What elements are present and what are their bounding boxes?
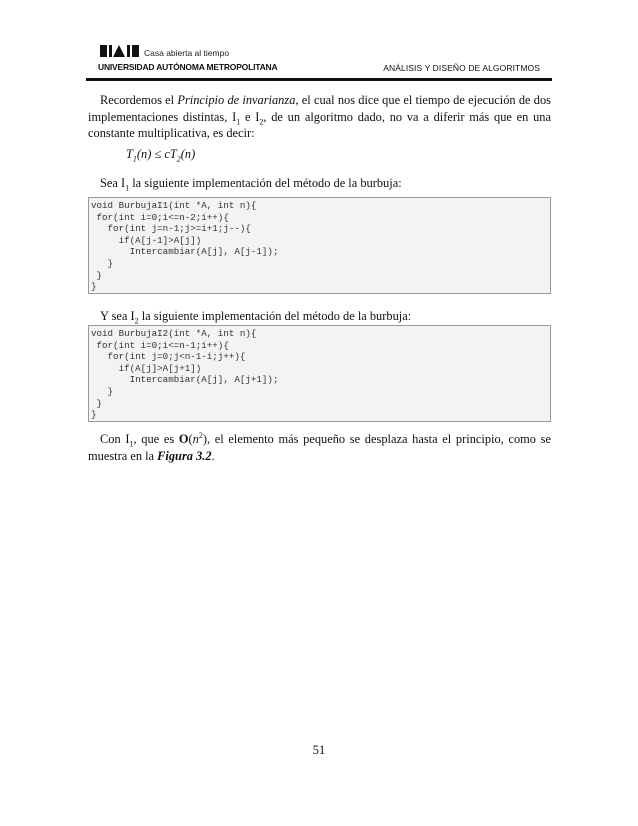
code-line: } (91, 397, 103, 409)
formula: $T_1(n) \le cT_2(n)$ (126, 147, 196, 164)
code-line: } (91, 269, 103, 281)
code-line: if(A[j]>A[j+1]) (91, 362, 202, 374)
code-line: } (91, 385, 114, 397)
header-tagline: Casa abierta al tiempo (144, 48, 230, 58)
code-line: void BurbujaI2(int *A, int n){ (91, 328, 257, 339)
paragraph-i1-intro: Sea $I_1$ la siguiente implementación del método de la burbuja: (100, 176, 402, 193)
code-line: Intercambiar(A[j], A[j-1]); (91, 246, 279, 258)
code-line: for(int j=n-1;j>=i+1;j--){ (91, 223, 251, 235)
course-title: ANÁLISIS Y DISEÑO DE ALGORITMOS (383, 63, 540, 73)
paragraph-i2-intro: Y sea $I_2$ la siguiente implementación del método de la burbuja: (100, 309, 412, 326)
university-name: UNIVERSIDAD AUTÓNOMA METROPOLITANA (98, 62, 278, 72)
uam-logo-icon (100, 44, 140, 58)
code-line: for(int i=0;i<=n-1;i++){ (91, 339, 229, 351)
paragraph-invarianza: Recordemos el Principio de invarianza, el cual nos dice que el tiempo de ejecución de dos implementaciones distintas, $I_1$ e $I_2$, de un algoritmo dado, no va a diferir más que en una constante multiplicativa, es decir: (88, 93, 552, 140)
code-line: } (91, 257, 114, 269)
code-line: void BurbujaI1(int *A, int n){ (91, 200, 257, 211)
code-line: for(int i=0;i<=n-2;i++){ (91, 211, 229, 223)
page-header (86, 44, 552, 78)
paragraph-i1-complexity: Con $I_1$, que es $O(n^2)$, el elemento más pequeño se desplaza hasta el principio, como se muestra en la Figura 3.2. (88, 430, 551, 463)
code-line: if(A[j-1]>A[j]) (91, 234, 202, 246)
page-number: 51 (312, 743, 326, 757)
code-line: } (91, 409, 97, 421)
code-line: for(int j=0;j<n-1-i;j++){ (91, 351, 246, 363)
header-rule (86, 78, 552, 81)
code-block-burbuja-i1 (88, 197, 551, 294)
code-block-burbuja-i2 (88, 325, 551, 422)
code-line: } (91, 281, 97, 293)
code-line: Intercambiar(A[j], A[j+1]); (91, 374, 279, 386)
